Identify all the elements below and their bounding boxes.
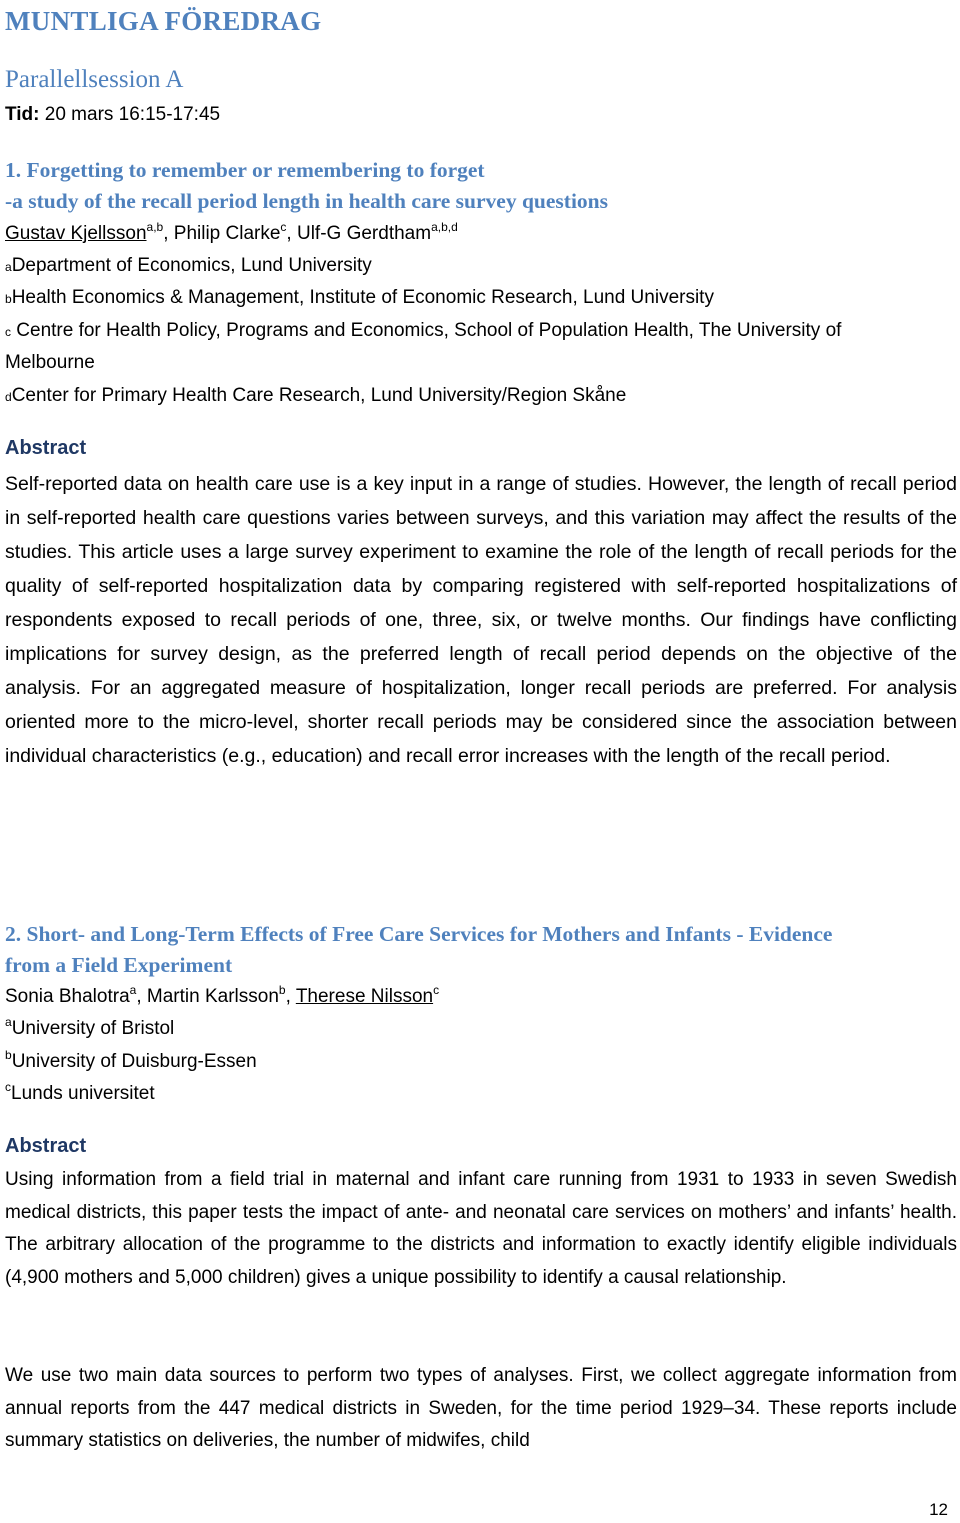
- session-heading: Parallellsession A: [5, 66, 184, 93]
- author-sup: a,b,d: [431, 220, 458, 234]
- paper2-affiliation: [5, 1078, 155, 1110]
- author-sup: a: [129, 983, 137, 997]
- paper2-affiliation: [5, 1046, 257, 1078]
- author-name: Martin Karlsson: [146, 986, 279, 1007]
- time-label: Tid:: [5, 104, 40, 125]
- paper2-title-line1: 2. Short- and Long-Term Effects of Free Care Services for Mothers and Infants - Evidence: [5, 922, 833, 946]
- affiliation-mark: c: [5, 325, 11, 339]
- author-name: Ulf-G Gerdtham: [296, 223, 432, 244]
- paper1-affiliation: [5, 250, 372, 283]
- paper2-abstract-p2: We use two main data sources to perform two types of analyses. First, we collect aggregate information from annual reports from the 447 medical districts in Sweden, for the time period 1929–34. These reports include summary statistics on deliveries, the number of midwifes, child: [5, 1365, 957, 1452]
- paper1-authors: [5, 218, 458, 250]
- paper1-affiliation: [5, 380, 626, 413]
- author-sup: a,b: [146, 220, 164, 234]
- author-sup: c: [433, 983, 440, 997]
- paper1-affiliation: [5, 347, 95, 380]
- paper2-abstract-p1: Using information from a field trial in maternal and infant care running from 1931 to 1933 in seven Swedish medical districts, this paper tests the impact of ante- and neonatal care services on mothers’ and infants’ health. The arbitrary allocation of the programme to the districts and information to exactly identify eligible individuals (4,900 mothers and 5,000 children) gives a unique possibility to identify a causal relationship.: [5, 1169, 957, 1288]
- affiliation-mark: b: [5, 1048, 12, 1062]
- author-name: Therese Nilsson: [295, 986, 434, 1007]
- affiliation-mark: a: [5, 260, 12, 274]
- author-sep: ,: [136, 986, 147, 1007]
- affiliation-text: Department of Economics, Lund University: [11, 255, 372, 276]
- author-sup: c: [280, 220, 287, 234]
- paper2-title-line2: from a Field Experiment: [5, 953, 233, 977]
- document-heading: MUNTLIGA FÖREDRAG: [5, 6, 322, 36]
- page-number: 12: [929, 1500, 948, 1519]
- author-sep: ,: [286, 223, 297, 244]
- affiliation-text: Lunds universitet: [11, 1083, 155, 1104]
- paper1-title-line1: 1. Forgetting to remember or remembering to forget: [5, 158, 485, 182]
- paper1-abstract-heading: Abstract: [5, 437, 87, 459]
- paper2-abstract-heading: Abstract: [5, 1135, 87, 1157]
- affiliation-text: Center for Primary Health Care Research, Lund University/Region Skåne: [11, 385, 627, 406]
- author-sup: b: [278, 983, 286, 997]
- paper1-title-line2: -a study of the recall period length in health care survey questions: [5, 189, 608, 213]
- affiliation-text: Centre for Health Policy, Programs and Economics, School of Population Health, The University of: [11, 320, 842, 341]
- paper1-abstract: Self-reported data on health care use is a key input in a range of studies. However, the length of recall period in self-reported health care questions varies between surveys, and this variation may affect the results of the studies. This article uses a large survey experiment to examine the role of the length of recall periods for the quality of self-reported hospitalization data by comparing registered with self-reported hospitalizations of respondents exposed to recall periods of one, three, six, or twelve months. Our findings have conflicting implications for survey design, as the preferred length of recall period depends on the objective of the analysis. For an aggregated measure of hospitalization, longer recall periods are preferred. For analysis oriented more to the micro-level, shorter recall periods may be considered since the association between individual characteristics (e.g., education) and recall error increases with the length of the recall period.: [5, 473, 957, 767]
- paper2-authors: [5, 981, 439, 1013]
- paper1-affiliation: [5, 282, 714, 315]
- affiliation-mark: d: [5, 390, 12, 404]
- affiliation-text: Health Economics & Management, Institute of Economic Research, Lund University: [11, 287, 714, 308]
- affiliation-text: University of Bristol: [11, 1018, 175, 1039]
- affiliation-text: University of Duisburg-Essen: [11, 1051, 257, 1072]
- paper2-affiliation: [5, 1013, 174, 1045]
- author-name: Philip Clarke: [173, 223, 281, 244]
- author-sep: ,: [163, 223, 174, 244]
- session-time: [5, 104, 220, 126]
- paper1-affiliation: [5, 315, 841, 348]
- author-name: Sonia Bhalotra: [5, 986, 130, 1007]
- affiliation-mark: b: [5, 292, 12, 306]
- author-name: Gustav Kjellsson: [5, 223, 147, 244]
- affiliation-text: Melbourne: [5, 352, 95, 373]
- affiliation-mark: c: [5, 1080, 11, 1094]
- author-sep: ,: [285, 986, 296, 1007]
- affiliation-mark: a: [5, 1015, 12, 1029]
- time-value: 20 mars 16:15-17:45: [44, 104, 221, 125]
